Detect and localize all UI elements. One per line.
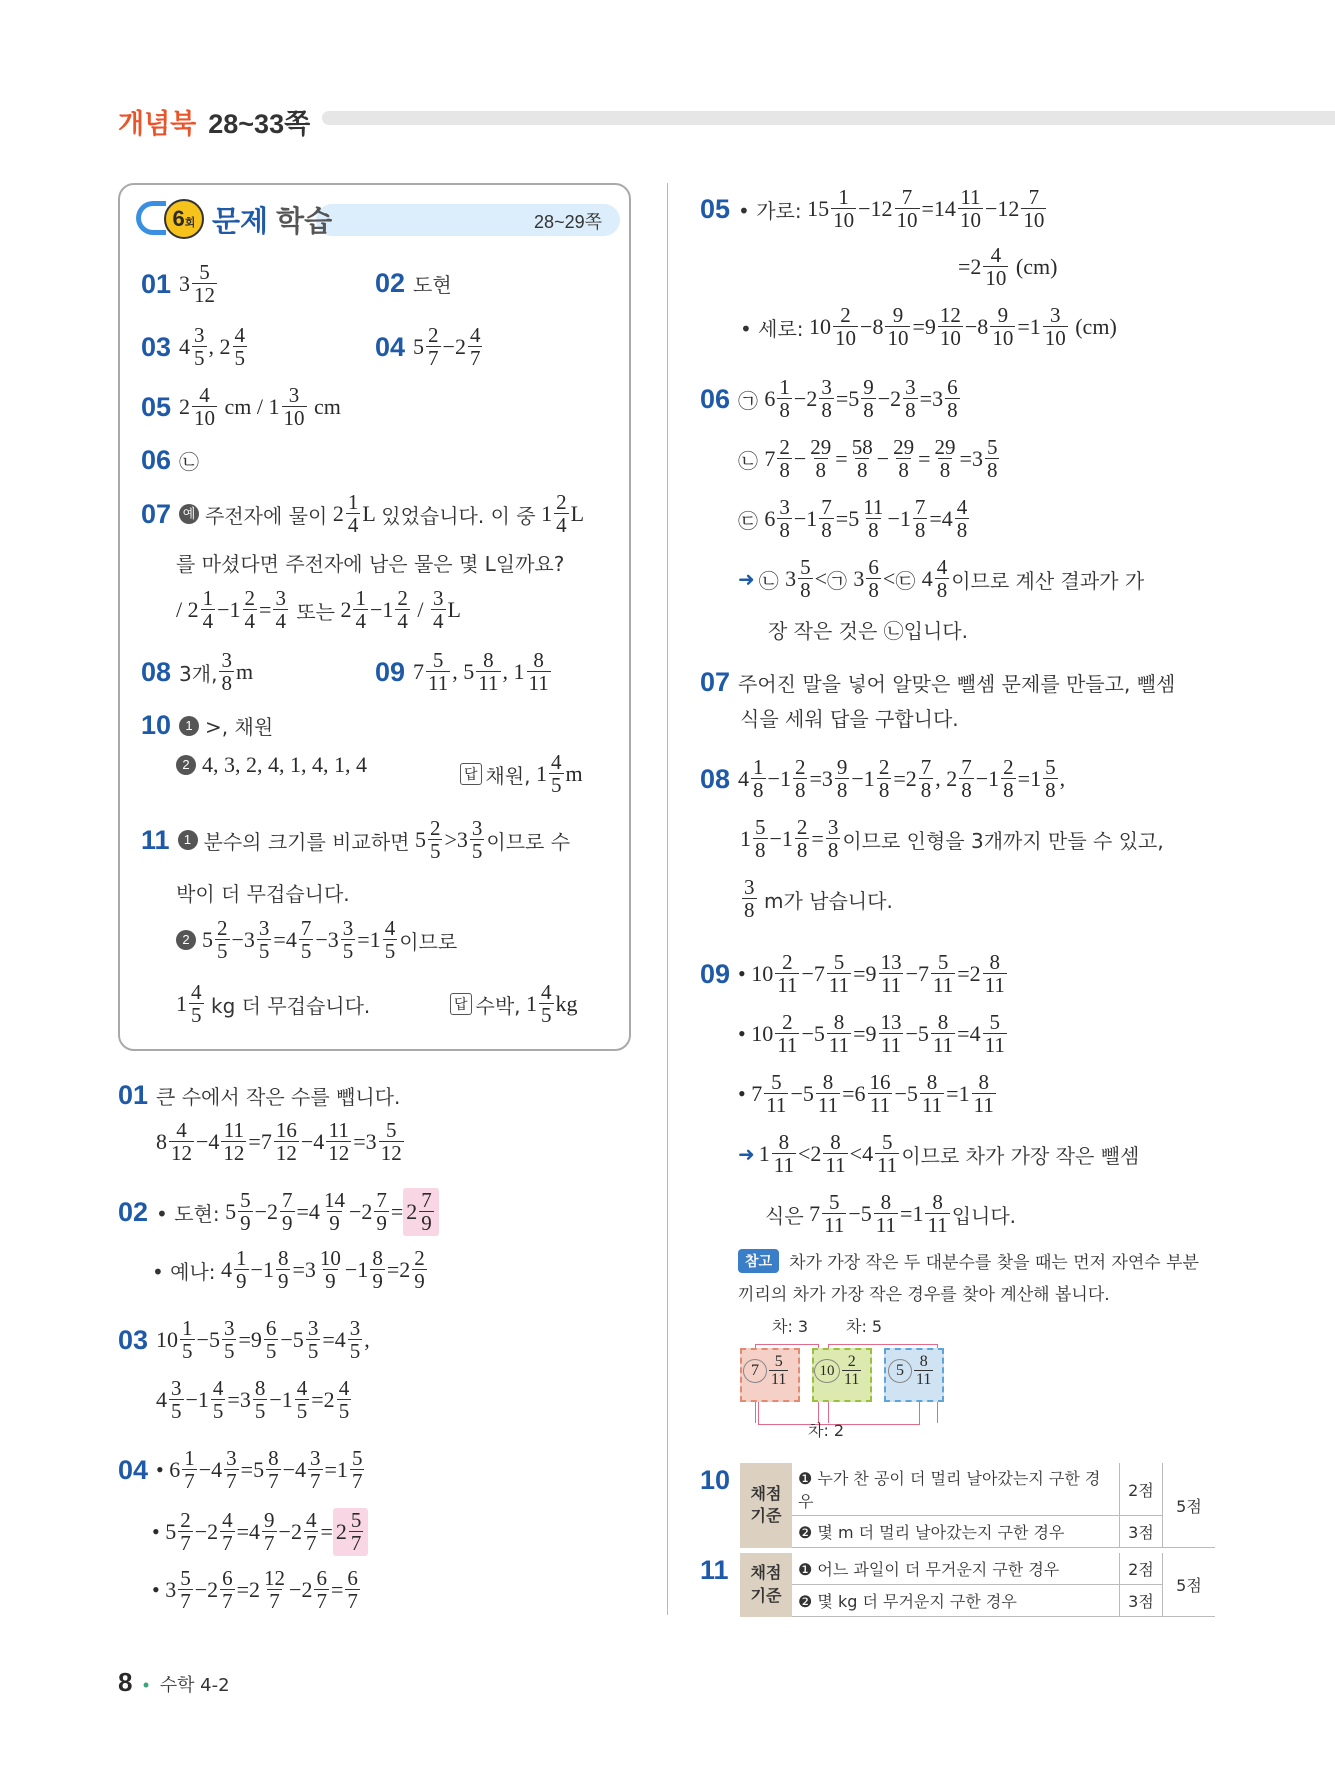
explain-07-a: 07 주어진 말을 넣어 알맞은 뺄셈 문제를 만들고, 뺄셈 xyxy=(700,667,1176,697)
explain-02-a: 02 • 도현: 5 5 9 −2 $\frac{7}{9}$ =4 14 9 −2 $\frac{7}{9}$ = 2 7 9 xyxy=(118,1188,439,1236)
answer-03: 03 4 3 5 , 2 4 5 xyxy=(141,323,246,370)
answer-11-4: 1 4 5 kg 더 무겁습니다. xyxy=(176,980,371,1027)
answer-11-1: 11 1 분수의 크기를 비교하면 5 2 5 >3 3 5 이므로 수 xyxy=(141,816,571,863)
answer-09: 09 7 5 11 , 5 8 11 , 1 8 11 xyxy=(375,648,549,695)
explain-05-c: • 세로: 10 2 10 −8 $\frac{9}{10}$ =9 12 10 −8 $\frac{9}{10}$ =1 3 10 (cm) xyxy=(740,303,1117,350)
explain-06-c: ㉢ 6 3 8 −1 $\frac{7}{8}$ =5 11 8 −1 $\frac{7}{8}$ =4 4 8 xyxy=(738,495,968,542)
box-title: 문제 학습 xyxy=(212,206,333,238)
answer-10-2: 2 4, 3, 2, 4, 1, 4, 1, 4 xyxy=(176,752,367,778)
explain-07-b: 식을 세워 답을 구합니다. xyxy=(740,707,959,731)
explain-09-b: • 10 2 11 −5 $\frac{8}{11}$ =9 13 11 −5 $\frac{8}{11}$ =4 5 11 xyxy=(738,1010,1005,1057)
answer-10-result: 답 채원, 1 4 5 m xyxy=(460,752,583,796)
explain-06-e: 장 작은 것은 ㉡입니다. xyxy=(768,619,968,643)
note-line2: 끼리의 차가 가장 작은 경우를 찾아 계산해 봅니다. xyxy=(738,1285,1110,1305)
explain-05-a: 05 • 가로: 15 1 10 −12 $\frac{7}{10}$ =14 11 10 −12 7 10 xyxy=(700,185,1045,232)
score-num-11: 11 xyxy=(700,1555,729,1585)
scoring-table-10: 채점 기준 ❶ 누가 찬 공이 더 멀리 날아갔는지 구한 경우 2점 5점 ❷ 몇 m 더 멀리 날아갔는지 구한 경우 3점 xyxy=(740,1463,1215,1548)
difference-diagram: 차: 3 차: 5 7 5 11 10 2 11 5 8 11 차: 2 xyxy=(738,1308,958,1438)
explain-04-b: • 5 2 7 −2 $\frac{4}{7}$ =4 9 7 −2 $\frac{4}{7}$ = 2 5 7 xyxy=(152,1508,368,1556)
explain-01-calc: 8 4 12 −4 $\frac{11}{12}$ =7 16 12 −4 $\frac{11}{12}$ =3 5 12 xyxy=(156,1118,402,1165)
answer-08: 08 3개, 3 8 m xyxy=(141,648,254,695)
explain-08-a: 08 4 1 8 −1 $\frac{2}{8}$ =3 9 8 −1 $\frac{2}{8}$ =2 7 8 , 2 7 8 −1 $\frac{2}{8}$ =1 5 8 , xyxy=(700,755,1066,802)
box-header xyxy=(136,199,620,237)
session-badge: 6회 xyxy=(164,199,204,239)
explain-01-title: 01 큰 수에서 작은 수를 뺍니다. xyxy=(118,1080,401,1110)
scoring-table-11: 채점 기준 ❶ 어느 과일이 더 무거운지 구한 경우 2점 5점 ❷ 몇 kg 더 무거운지 구한 경우 3점 xyxy=(740,1553,1215,1617)
book-brand: 개념북 xyxy=(118,109,197,139)
explain-08-b: 1 5 8 −1 $\frac{2}{8}$ = $\frac{3}{8}$ 이므로 인형을 3개까지 만들 수 있고, xyxy=(740,815,1164,862)
answer-04: 04 5 2 7 −2 4 7 xyxy=(375,323,481,370)
answer-06: 06 ㉡ xyxy=(141,445,200,475)
book-name: 수학 4-2 xyxy=(159,1675,230,1696)
explain-08-c: 3 8 m가 남습니다. xyxy=(744,875,893,922)
explain-09-a: 09 • 10 2 11 −7 $\frac{5}{11}$ =9 13 11 −7 $\frac{5}{11}$ =2 8 11 xyxy=(700,950,1005,997)
answer-07-line1: 07 예 주전자에 물이 2 1 4 L 있었습니다. 이 중 1 2 4 L xyxy=(141,490,585,537)
answer-07-line3: / 2 1 4 −1 $\frac{2}{4}$ = $\frac{3}{4}$ 또는 2 1 4 −1 2 4 / 3 4 L xyxy=(176,586,461,633)
explain-06-d: ➜ ㉡ 3 5 8 < ㉠ 3 6 8 < ㉢ 4 4 8 이므로 계산 결과가 가 xyxy=(738,555,1145,602)
explain-09-c: • 7 5 11 −5 $\frac{8}{11}$ =6 16 11 −5 $\frac{8}{11}$ =1 8 11 xyxy=(738,1070,994,1117)
answer-05: 05 2 4 10 cm / 1 3 10 cm xyxy=(141,383,341,430)
explain-05-b: =2 4 10 (cm) xyxy=(958,243,1058,290)
explain-03-b: 4 3 5 −1 $\frac{4}{5}$ =3 8 5 −1 $\frac{4}{5}$ =2 4 5 xyxy=(156,1376,350,1423)
explain-06-b: ㉡ 7 2 8 − $\frac{29}{8}$ = $\frac{58}{8}$ − $\frac{29}{8}$ = $\frac{29}{8}$ =3 5 8 xyxy=(738,435,998,482)
answer-10-1: 10 1 >, 채원 xyxy=(141,710,274,740)
page-range: 28~33쪽 xyxy=(208,109,311,139)
page-header xyxy=(118,102,311,139)
column-divider xyxy=(667,183,668,1615)
answer-11-result: 답 수박, 1 4 5 kg xyxy=(450,982,578,1026)
answer-01: 01 3 5 12 xyxy=(141,260,216,307)
explain-09-e: 식은 7 5 11 −5 $\frac{8}{11}$ =1 8 11 입니다. xyxy=(765,1190,1017,1237)
answer-02: 02 도현 xyxy=(375,268,452,298)
answer-07-line2: 를 마셨다면 주전자에 남은 물은 몇 L일까요? xyxy=(176,552,565,576)
explain-02-b: • 예나: 4 1 9 −1 $\frac{8}{9}$ =3 10 9 −1 $\frac{8}{9}$ =2 2 9 xyxy=(152,1246,425,1293)
answer-11-3: 2 5 2 5 −3 $\frac{3}{5}$ =4 7 5 −3 $\frac{3}{5}$ =1 4 5 이므로 xyxy=(176,918,457,962)
box-pages: 28~29쪽 xyxy=(534,212,602,232)
explain-06-a: 06 ㉠ 6 1 8 −2 $\frac{3}{8}$ =5 9 8 −2 $\frac{3}{8}$ =3 6 8 xyxy=(700,375,958,422)
explain-03-a: 03 10 1 5 −5 $\frac{3}{5}$ =9 6 5 −5 $\frac{3}{5}$ =4 3 5 , xyxy=(118,1316,370,1363)
header-bar xyxy=(322,111,1335,125)
page-footer: 8 • 수학 4-2 xyxy=(118,1667,230,1697)
moon-icon xyxy=(136,201,166,235)
note-badge: 참고 xyxy=(738,1249,779,1273)
page-number: 8 xyxy=(118,1667,133,1697)
answer-11-2: 박이 더 무겁습니다. xyxy=(176,882,350,906)
explain-04-a: 04 • 6 1 7 −4 $\frac{3}{7}$ =5 8 7 −4 $\frac{3}{7}$ =1 5 7 xyxy=(118,1446,363,1493)
explain-04-c: • 3 5 7 −2 $\frac{6}{7}$ =2 12 7 −2 $\frac{6}{7}$ = $\frac{6}{7}$ xyxy=(152,1566,358,1613)
note-line1: 참고 차가 가장 작은 두 대분수를 찾을 때는 먼저 자연수 부분 xyxy=(738,1248,1199,1273)
score-num-10: 10 xyxy=(700,1465,731,1495)
explain-09-d: ➜ 1 8 11 <2 8 11 <4 5 11 이므로 차가 가장 작은 뺄셈 xyxy=(738,1130,1140,1177)
